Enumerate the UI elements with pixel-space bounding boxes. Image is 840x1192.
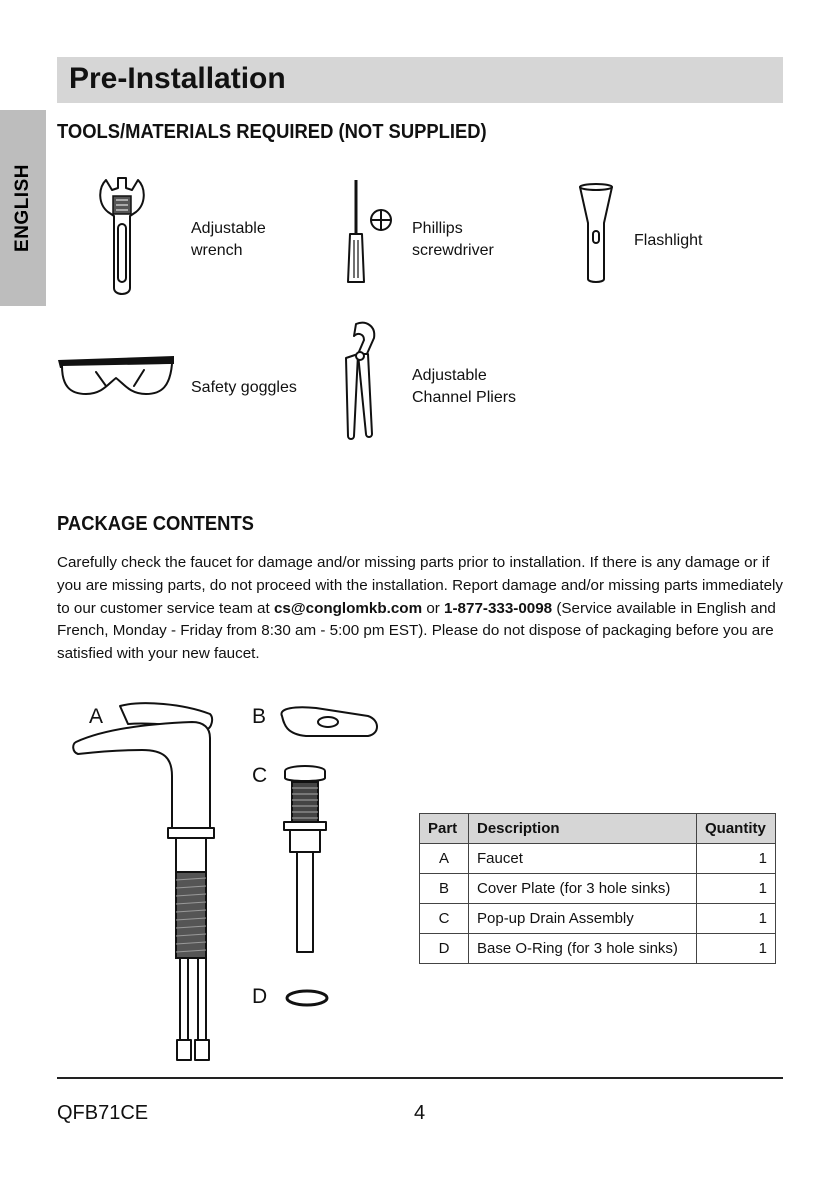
part-letter-a: A	[89, 705, 104, 728]
tool-label-flashlight: Flashlight	[634, 232, 703, 249]
tool-label-screwdriver: Phillips screwdriver	[412, 220, 494, 259]
table-header-part: Part	[420, 814, 469, 844]
table-cell-description: Pop-up Drain Assembly	[469, 904, 697, 934]
table-cell-part: D	[420, 934, 469, 964]
section-title-bar	[57, 57, 783, 103]
table-cell-description: Faucet	[469, 844, 697, 874]
tool-label-wrench: Adjustable wrench	[191, 220, 266, 259]
part-letter-d: D	[252, 985, 268, 1008]
table-row	[420, 874, 776, 904]
table-cell-quantity: 1	[697, 844, 776, 874]
faucet-illustration	[72, 698, 222, 1064]
table-cell-part: C	[420, 904, 469, 934]
footer-page-number: 4	[414, 1102, 426, 1124]
table-row	[420, 904, 776, 934]
pliers-icon	[336, 318, 382, 442]
support-email: cs@conglomkb.com	[273, 599, 423, 617]
package-contents-heading: PACKAGE CONTENTS	[57, 513, 254, 535]
table-cell-quantity: 1	[697, 874, 776, 904]
tool-label-pliers: Adjustable Channel Pliers	[412, 367, 517, 406]
package-contents-table	[419, 813, 776, 964]
cover-plate-illustration	[276, 704, 380, 740]
page-title: Pre-Installation	[69, 62, 286, 95]
part-letter-c: C	[252, 764, 268, 787]
o-ring-illustration	[284, 988, 330, 1008]
table-cell-quantity: 1	[697, 904, 776, 934]
support-phone: 1-877-333-0098	[444, 599, 553, 617]
table-row	[420, 934, 776, 964]
part-letter-b: B	[252, 705, 267, 728]
language-side-tab	[0, 110, 46, 306]
footer-divider	[57, 1077, 783, 1079]
screwdriver-icon	[340, 178, 394, 286]
drain-assembly-illustration	[278, 764, 332, 956]
table-header-quantity: Quantity	[697, 814, 776, 844]
table-header-description: Description	[469, 814, 697, 844]
flashlight-icon	[578, 183, 614, 285]
table-row	[420, 844, 776, 874]
package-instructions-paragraph: Carefully check the faucet for damage and/or missing parts prior to installation. If there is any damage or if you are missing parts, do not proceed with the installation. Report damage and/or missing parts immediately to our customer service team at cs@conglomkb.com or 1-877-333-0098 (Service available in English and French, Monday - Friday from 8:30 am - 5:00 pm EST). Please do not dispose of packaging before you are satisfied with your new faucet.	[57, 554, 783, 663]
table-cell-part: A	[420, 844, 469, 874]
footer-model-number: QFB71CE	[57, 1102, 149, 1124]
table-cell-part: B	[420, 874, 469, 904]
table-cell-description: Cover Plate (for 3 hole sinks)	[469, 874, 697, 904]
tool-label-goggles: Safety goggles	[191, 379, 297, 396]
tools-heading: TOOLS/MATERIALS REQUIRED (NOT SUPPLIED)	[57, 121, 487, 143]
table-cell-quantity: 1	[697, 934, 776, 964]
table-header-row	[420, 814, 776, 844]
wrench-icon	[96, 176, 148, 300]
language-tab-label: ENGLISH	[12, 164, 33, 252]
table-cell-description: Base O-Ring (for 3 hole sinks)	[469, 934, 697, 964]
goggles-icon	[56, 350, 176, 400]
